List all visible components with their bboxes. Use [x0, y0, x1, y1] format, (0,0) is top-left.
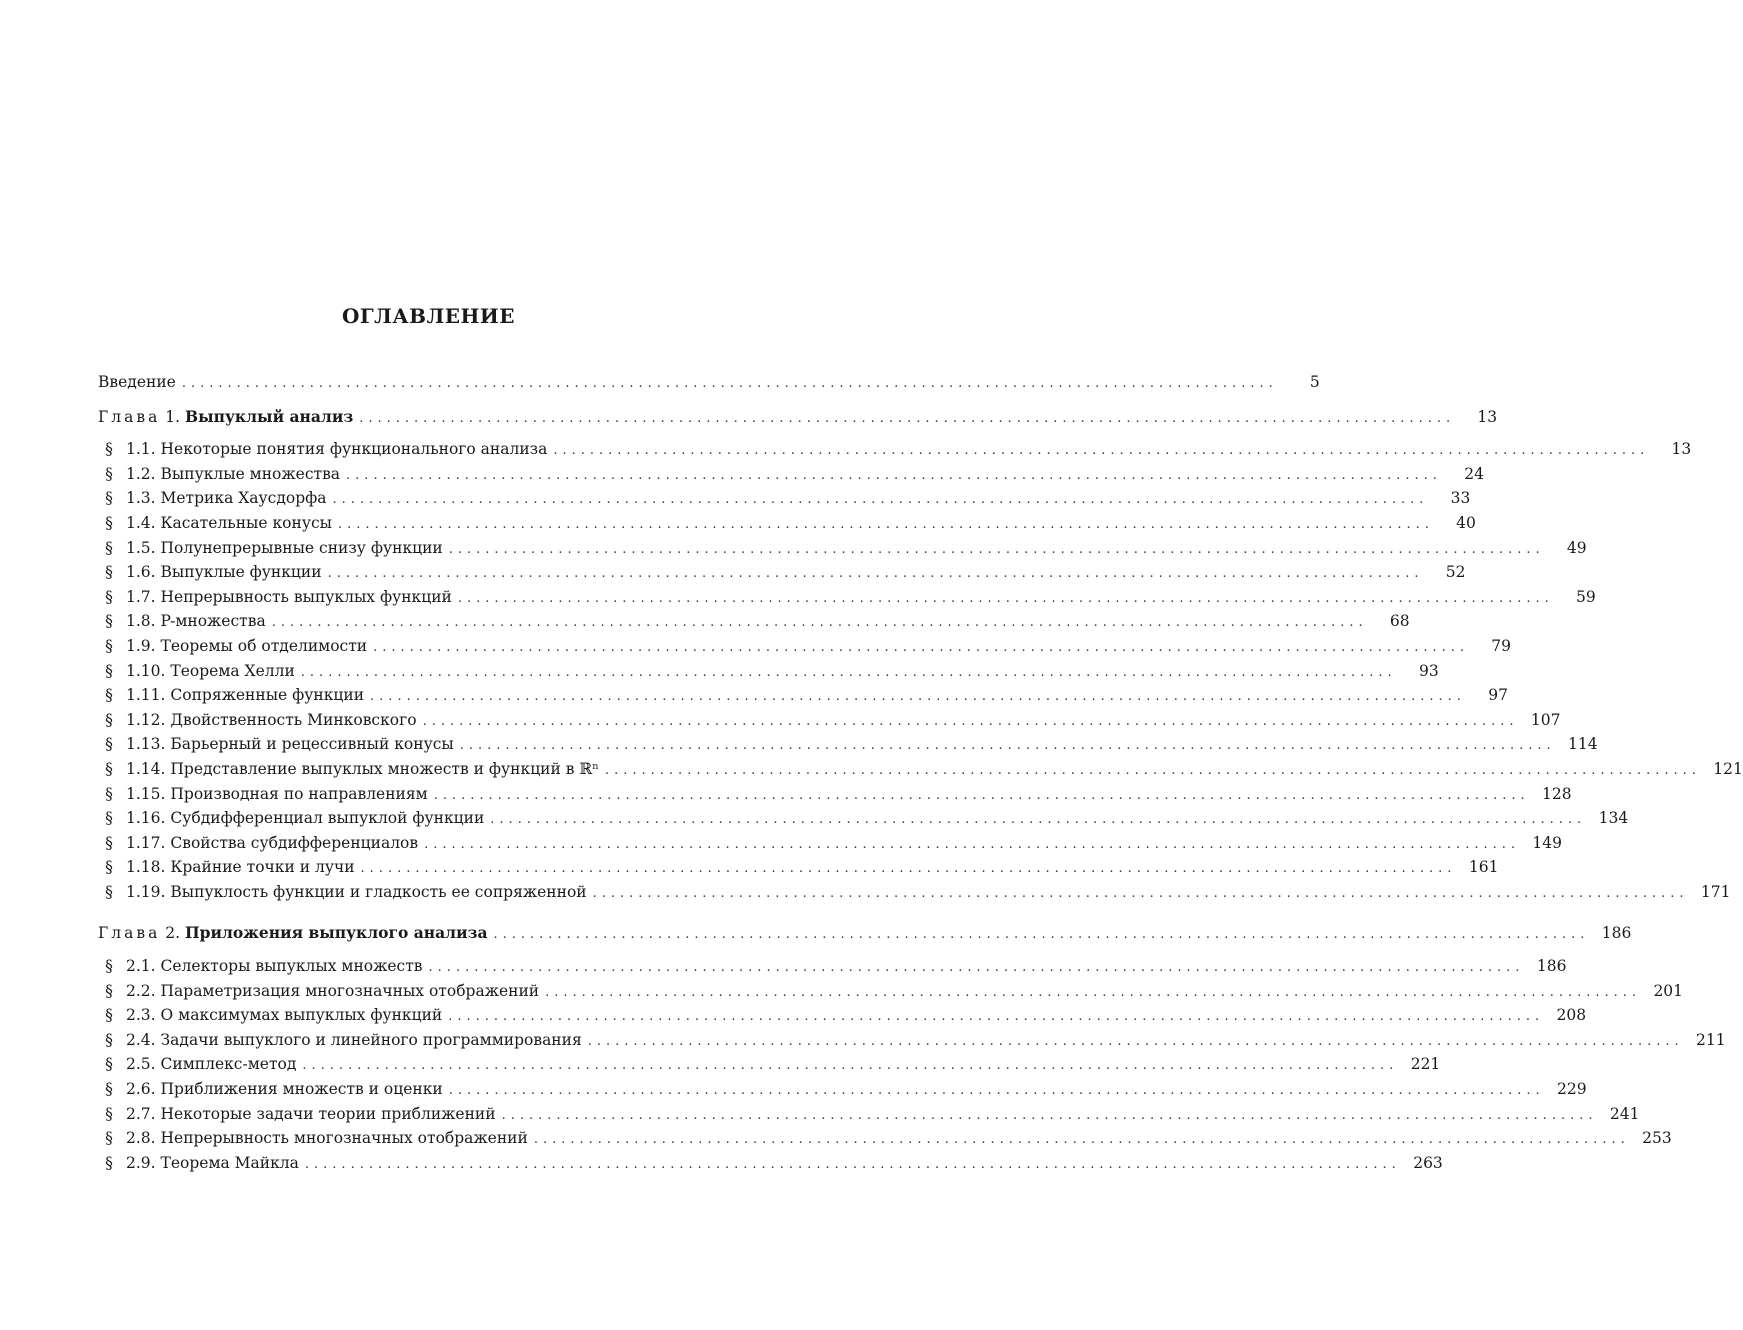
- intro-label: Введение: [98, 373, 176, 391]
- toc-section-entry[interactable]: [98, 560, 1466, 585]
- section-number: 2.4.: [126, 1030, 156, 1049]
- dot-leader: ........................................................................................................................: [422, 713, 1519, 729]
- dot-leader: ........................................................................................................................: [300, 664, 1397, 680]
- intro-page-number: 5: [1309, 373, 1320, 391]
- section-sign-icon: §: [105, 809, 113, 828]
- section-page-number: 201: [1653, 981, 1684, 1000]
- dot-leader: ........................................................................................................................: [360, 861, 1457, 877]
- section-title: P-множества: [160, 612, 266, 631]
- section-label: [105, 1151, 305, 1176]
- section-label: [105, 1077, 449, 1102]
- section-sign-icon: §: [105, 1153, 113, 1172]
- section-title: Сопряженные функции: [170, 686, 365, 705]
- section-label: [105, 683, 370, 708]
- section-number: 1.16.: [126, 809, 166, 828]
- dot-leader: ........................................................................................................................: [448, 541, 1545, 557]
- toc-section-entry[interactable]: [98, 1151, 1443, 1176]
- dot-leader: ........................................................................................................................: [327, 566, 1424, 582]
- section-number: 1.5.: [126, 538, 156, 557]
- table-of-contents: [98, 370, 1743, 1175]
- section-title: Субдифференциал выпуклой функции: [170, 809, 485, 828]
- section-sign-icon: §: [105, 735, 113, 754]
- toc-section-entry[interactable]: [98, 462, 1484, 487]
- dot-leader: ........................................................................................................................: [493, 927, 1590, 943]
- toc-section-entry[interactable]: [98, 1102, 1640, 1127]
- section-label: [105, 732, 460, 757]
- section-title: Параметризация многозначных отображений: [160, 981, 540, 1000]
- section-label: [105, 708, 423, 733]
- section-number: 1.11.: [126, 686, 166, 705]
- section-page-number: 114: [1568, 735, 1598, 754]
- section-title: Выпуклость функции и гладкость ее сопряженной: [170, 882, 587, 901]
- section-title: О максимумах выпуклых функций: [160, 1006, 443, 1025]
- toc-section-entry[interactable]: [98, 806, 1629, 831]
- section-label: [105, 1052, 302, 1077]
- section-title: Барьерный и рецессивный конусы: [170, 735, 454, 754]
- section-label: [105, 659, 301, 684]
- section-sign-icon: §: [105, 858, 113, 877]
- section-sign-icon: §: [105, 833, 113, 852]
- section-title: Непрерывность выпуклых функций: [160, 587, 452, 606]
- dot-leader: ........................................................................................................................: [346, 467, 1442, 483]
- chapter-2-section-list: [98, 954, 1726, 1175]
- section-label: [105, 609, 272, 634]
- chapter-1-section-list: [98, 437, 1743, 904]
- section-page-number: 52: [1445, 563, 1466, 582]
- section-label: [105, 880, 593, 905]
- section-page-number: 107: [1530, 710, 1561, 729]
- section-page-number: 97: [1488, 686, 1508, 705]
- toc-section-entry[interactable]: [98, 954, 1567, 979]
- toc-section-entry[interactable]: [98, 782, 1572, 807]
- dot-leader: ........................................................................................................................: [337, 516, 1434, 532]
- toc-section-entry[interactable]: [98, 609, 1410, 634]
- dot-leader: ........................................................................................................................: [302, 1058, 1399, 1074]
- section-label: [105, 1126, 534, 1151]
- section-sign-icon: §: [105, 981, 113, 1000]
- chapter-number: 2.: [165, 924, 181, 943]
- section-label: [105, 462, 346, 487]
- section-label: [105, 536, 449, 561]
- section-title: Касательные конусы: [160, 513, 332, 532]
- chapter-label: [98, 405, 359, 430]
- section-sign-icon: §: [105, 759, 113, 778]
- section-number: 1.7.: [126, 587, 156, 606]
- dot-leader: ........................................................................................................................: [370, 689, 1466, 705]
- section-label: [105, 831, 424, 856]
- toc-section-entry[interactable]: [98, 708, 1561, 733]
- toc-chapter-1[interactable]: [98, 405, 1498, 430]
- section-label: [105, 585, 458, 610]
- dot-leader: ........................................................................................................................: [490, 812, 1587, 828]
- dot-leader: ........................................................................................................................: [457, 590, 1554, 606]
- section-page-number: 40: [1456, 513, 1476, 532]
- section-label: [105, 1028, 588, 1053]
- section-title: Выпуклые функции: [160, 563, 322, 582]
- dot-leader: ........................................................................................................................: [271, 615, 1368, 631]
- section-sign-icon: §: [105, 1055, 113, 1074]
- section-title: Выпуклые множества: [160, 464, 341, 483]
- section-title: Селекторы выпуклых множеств: [160, 957, 423, 976]
- section-sign-icon: §: [105, 563, 113, 582]
- section-label: [105, 634, 373, 659]
- section-page-number: 161: [1468, 858, 1499, 877]
- section-page-number: 229: [1557, 1080, 1587, 1099]
- section-sign-icon: §: [105, 538, 113, 557]
- section-page-number: 134: [1598, 809, 1629, 828]
- section-label: [105, 855, 361, 880]
- section-title: Производная по направлениям: [170, 784, 428, 803]
- dot-leader: ........................................................................................................................: [592, 885, 1689, 901]
- section-sign-icon: §: [105, 464, 113, 483]
- section-title: Двойственность Минковского: [170, 710, 417, 729]
- dot-leader: ........................................................................................................................: [332, 492, 1429, 508]
- section-page-number: 59: [1576, 587, 1596, 606]
- section-sign-icon: §: [105, 513, 113, 532]
- section-title: Представление выпуклых множеств и функций в ℝⁿ: [170, 759, 599, 778]
- section-label: [105, 979, 545, 1004]
- section-sign-icon: §: [105, 1129, 113, 1148]
- dot-leader: ........................................................................................................................: [373, 639, 1470, 655]
- chapter-title: Приложения выпуклого анализа: [185, 923, 488, 943]
- section-page-number: 13: [1671, 440, 1692, 459]
- section-sign-icon: §: [105, 661, 113, 680]
- section-sign-icon: §: [105, 784, 113, 803]
- section-page-number: 149: [1532, 833, 1562, 852]
- section-number: 1.9.: [126, 636, 156, 655]
- section-number: 2.3.: [126, 1006, 156, 1025]
- section-number: 1.14.: [126, 759, 166, 778]
- section-sign-icon: §: [105, 612, 113, 631]
- section-number: 1.6.: [126, 563, 156, 582]
- section-sign-icon: §: [105, 489, 113, 508]
- section-sign-icon: §: [105, 1030, 113, 1049]
- section-sign-icon: §: [105, 882, 113, 901]
- section-page-number: 186: [1536, 957, 1567, 976]
- chapter-page-number: 13: [1477, 407, 1498, 426]
- section-page-number: 93: [1418, 661, 1439, 680]
- dot-leader: ........................................................................................................................: [605, 762, 1701, 778]
- section-title: Симплекс-метод: [160, 1055, 297, 1074]
- section-page-number: 33: [1450, 489, 1471, 508]
- section-page-number: 128: [1542, 784, 1572, 803]
- section-label: [105, 757, 605, 782]
- toc-section-entry[interactable]: [98, 1003, 1587, 1028]
- toc-section-entry[interactable]: [98, 855, 1499, 880]
- toc-section-entry[interactable]: [98, 511, 1476, 536]
- section-title: Теоремы об отделимости: [160, 636, 368, 655]
- dot-leader: ........................................................................................................................: [181, 376, 1278, 391]
- section-title: Некоторые понятия функционального анализа: [160, 440, 548, 459]
- section-label: [105, 511, 338, 536]
- section-number: 2.6.: [126, 1080, 156, 1099]
- section-number: 1.12.: [126, 710, 166, 729]
- section-number: 1.4.: [126, 513, 156, 532]
- toc-chapter-2[interactable]: [98, 921, 1632, 946]
- chapter-prefix: Глава: [98, 407, 161, 426]
- dot-leader: ........................................................................................................................: [533, 1132, 1630, 1148]
- toc-section-entry[interactable]: [98, 831, 1562, 856]
- section-label: [105, 486, 333, 511]
- section-page-number: 24: [1464, 464, 1484, 483]
- dot-leader: ........................................................................................................................: [424, 836, 1520, 852]
- toc-section-entry[interactable]: [98, 634, 1512, 659]
- dot-leader: ........................................................................................................................: [359, 410, 1456, 426]
- section-number: 2.1.: [126, 957, 156, 976]
- section-number: 2.8.: [126, 1129, 156, 1148]
- section-label: [105, 806, 490, 831]
- section-sign-icon: §: [105, 686, 113, 705]
- toc-section-entry[interactable]: [98, 1077, 1587, 1102]
- chapter-label: [98, 921, 494, 946]
- section-number: 2.7.: [126, 1104, 156, 1123]
- toc-section-entry[interactable]: [98, 486, 1471, 511]
- section-number: 1.10.: [126, 661, 166, 680]
- section-page-number: 221: [1410, 1055, 1441, 1074]
- dot-leader: ........................................................................................................................: [553, 443, 1650, 459]
- chapter-page-number: 186: [1601, 924, 1632, 943]
- section-number: 1.8.: [126, 612, 156, 631]
- dot-leader: ........................................................................................................................: [304, 1156, 1401, 1172]
- section-page-number: 49: [1566, 538, 1587, 557]
- page-title: ОГЛАВЛЕНИЕ: [341, 304, 516, 328]
- toc-section-entry[interactable]: [98, 536, 1587, 561]
- dot-leader: ........................................................................................................................: [587, 1033, 1684, 1049]
- section-number: 1.2.: [126, 464, 156, 483]
- section-sign-icon: §: [105, 1080, 113, 1099]
- section-title: Приближения множеств и оценки: [160, 1080, 443, 1099]
- section-page-number: 171: [1700, 882, 1731, 901]
- toc-section-entry[interactable]: [98, 979, 1684, 1004]
- dot-leader: ........................................................................................................................: [448, 1083, 1545, 1099]
- section-title: Полунепрерывные снизу функции: [160, 538, 443, 557]
- section-page-number: 253: [1642, 1129, 1672, 1148]
- section-page-number: 121: [1713, 759, 1743, 778]
- toc-section-entry[interactable]: [98, 1052, 1441, 1077]
- section-label: [105, 782, 434, 807]
- section-number: 1.3.: [126, 489, 156, 508]
- section-title: Теорема Хелли: [170, 661, 295, 680]
- dot-leader: ........................................................................................................................: [428, 960, 1525, 976]
- section-label: [105, 1102, 502, 1127]
- section-sign-icon: §: [105, 1104, 113, 1123]
- toc-entry-intro[interactable]: [98, 370, 1320, 395]
- section-number: 2.9.: [126, 1153, 156, 1172]
- section-title: Свойства субдифференциалов: [170, 833, 419, 852]
- toc-section-entry[interactable]: [98, 585, 1596, 610]
- chapter-number: 1.: [165, 407, 181, 426]
- section-label: [105, 954, 429, 979]
- toc-section-entry[interactable]: [98, 880, 1731, 905]
- section-sign-icon: §: [105, 957, 113, 976]
- section-label: [105, 560, 328, 585]
- toc-section-entry[interactable]: [98, 659, 1439, 684]
- section-sign-icon: §: [105, 440, 113, 459]
- section-page-number: 79: [1491, 636, 1512, 655]
- toc-section-entry[interactable]: [98, 757, 1743, 782]
- section-label: [105, 1003, 448, 1028]
- chapter-title: Выпуклый анализ: [185, 406, 354, 426]
- toc-section-entry[interactable]: [98, 1028, 1726, 1053]
- dot-leader: ........................................................................................................................: [459, 738, 1556, 754]
- section-number: 2.2.: [126, 981, 156, 1000]
- section-sign-icon: §: [105, 1006, 113, 1025]
- section-number: 1.19.: [126, 882, 166, 901]
- section-number: 2.5.: [126, 1055, 156, 1074]
- section-title: Теорема Майкла: [160, 1153, 299, 1172]
- section-number: 1.15.: [126, 784, 166, 803]
- section-page-number: 68: [1389, 612, 1410, 631]
- section-page-number: 241: [1609, 1104, 1640, 1123]
- section-title: Некоторые задачи теории приближений: [160, 1104, 496, 1123]
- section-number: 1.17.: [126, 833, 166, 852]
- section-number: 1.18.: [126, 858, 166, 877]
- section-label: [105, 437, 553, 462]
- toc-section-entry[interactable]: [98, 1126, 1672, 1151]
- dot-leader: ........................................................................................................................: [433, 787, 1530, 803]
- toc-section-entry[interactable]: [98, 437, 1692, 462]
- dot-leader: ........................................................................................................................: [448, 1009, 1545, 1025]
- section-page-number: 208: [1556, 1006, 1587, 1025]
- chapter-prefix: Глава: [98, 924, 161, 943]
- section-sign-icon: §: [105, 587, 113, 606]
- dot-leader: ........................................................................................................................: [501, 1107, 1598, 1123]
- section-sign-icon: §: [105, 636, 113, 655]
- section-page-number: 211: [1696, 1030, 1726, 1049]
- dot-leader: ........................................................................................................................: [545, 984, 1642, 1000]
- section-title: Непрерывность многозначных отображений: [160, 1129, 528, 1148]
- section-number: 1.1.: [126, 440, 156, 459]
- section-title: Крайние точки и лучи: [170, 858, 355, 877]
- section-number: 1.13.: [126, 735, 166, 754]
- section-page-number: 263: [1413, 1153, 1443, 1172]
- section-sign-icon: §: [105, 710, 113, 729]
- toc-section-entry[interactable]: [98, 683, 1508, 708]
- section-title: Метрика Хаусдорфа: [160, 489, 327, 508]
- section-title: Задачи выпуклого и линейного программирования: [160, 1030, 582, 1049]
- toc-section-entry[interactable]: [98, 732, 1598, 757]
